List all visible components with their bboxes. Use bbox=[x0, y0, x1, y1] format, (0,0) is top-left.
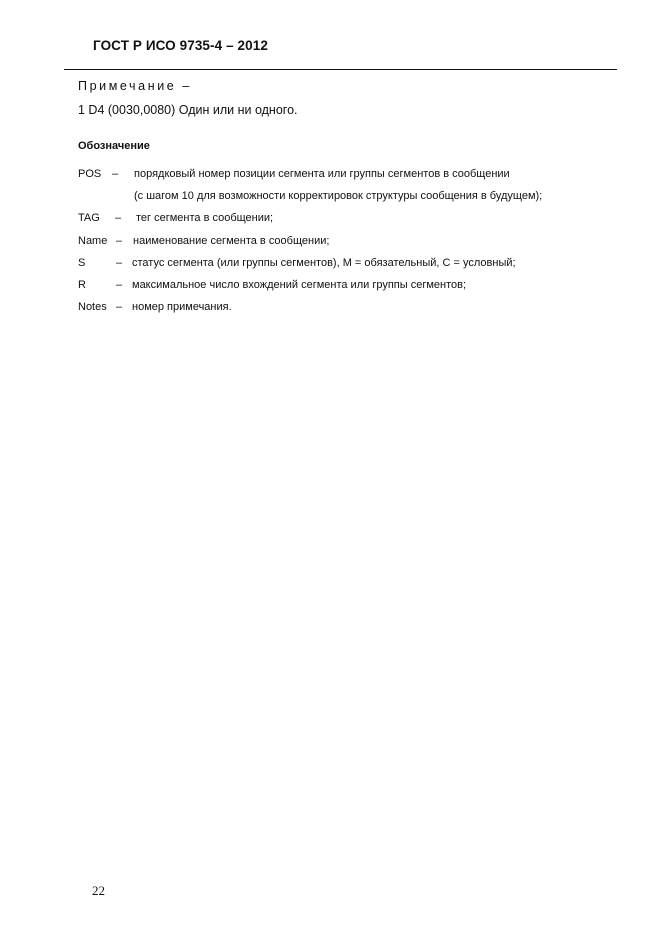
document-code: ГОСТ Р ИСО 9735-4 – 2012 bbox=[93, 38, 268, 53]
legend-code: Notes bbox=[78, 301, 107, 313]
legend-description: статус сегмента (или группы сегментов), М = обязательный, С = условный; bbox=[132, 257, 516, 269]
legend-description: наименование сегмента в сообщении; bbox=[133, 235, 330, 247]
legend-code: Name bbox=[78, 235, 108, 247]
page-number: 22 bbox=[92, 883, 105, 898]
legend-dash: – bbox=[112, 168, 119, 180]
legend-code: POS bbox=[78, 168, 102, 180]
legend-code: R bbox=[78, 279, 86, 291]
header-divider bbox=[64, 69, 617, 70]
legend-dash: – bbox=[116, 301, 123, 313]
legend-title: Обозначение bbox=[78, 140, 150, 152]
legend-code: S bbox=[78, 257, 86, 269]
legend-description-continued: (с шагом 10 для возможности корректировок структуры сообщения в будущем); bbox=[134, 190, 543, 202]
note-heading: Примечание – bbox=[78, 79, 192, 93]
legend-description: максимальное число вхождений сегмента или группы сегментов; bbox=[132, 279, 467, 291]
legend-dash: – bbox=[115, 212, 122, 224]
legend-code: TAG bbox=[78, 212, 100, 224]
legend-dash: – bbox=[116, 279, 123, 291]
legend-description: номер примечания. bbox=[132, 301, 232, 313]
legend-dash: – bbox=[116, 235, 123, 247]
legend-description: порядковый номер позиции сегмента или группы сегментов в сообщении bbox=[134, 168, 510, 180]
note-line: 1 D4 (0030,0080) Один или ни одного. bbox=[78, 103, 298, 117]
legend-description: тег сегмента в сообщении; bbox=[136, 212, 274, 224]
legend-dash: – bbox=[116, 257, 123, 269]
